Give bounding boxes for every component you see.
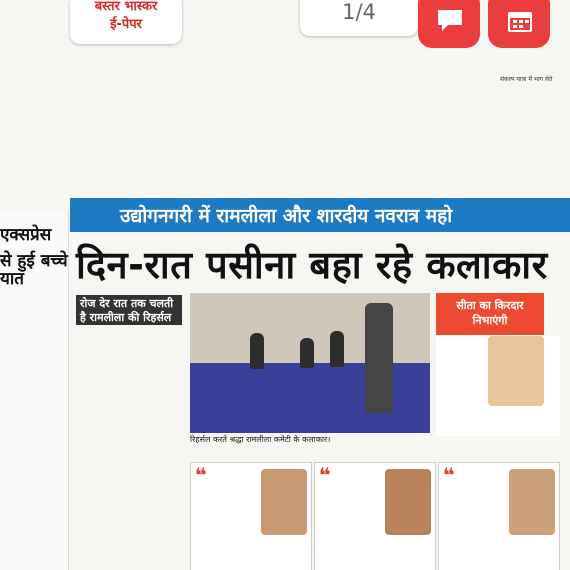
banner-text: उद्योगनगरी में रामलीला और शारदीय नवरात्र महो xyxy=(120,205,453,227)
quote-icon: ❝ xyxy=(195,463,207,487)
sita-title-line: सीता का किरदार xyxy=(456,299,524,312)
section-banner xyxy=(70,198,570,232)
quote-icon: ❝ xyxy=(319,463,331,487)
photo-floor xyxy=(190,363,430,433)
sita-title-card xyxy=(436,293,544,335)
article-column xyxy=(74,54,184,204)
logo-title: बस्तर भास्कर xyxy=(94,0,158,14)
quote-icon: ❝ xyxy=(443,463,455,487)
page-indicator: 1/4 xyxy=(342,0,376,24)
quote-box xyxy=(438,462,560,570)
sita-title-line: निभाएंगी xyxy=(472,314,508,327)
audience-figure xyxy=(300,338,314,368)
article-column xyxy=(306,54,436,204)
audience-figure xyxy=(330,331,344,367)
epaper-logo[interactable] xyxy=(70,0,182,44)
left-headline: से हुई बच्चे xyxy=(0,251,68,271)
calendar-button[interactable] xyxy=(488,0,550,48)
page-headline: दिन-रात पसीना बहा रहे कलाकार xyxy=(76,243,548,287)
article-column xyxy=(76,328,184,570)
audience-figure xyxy=(250,333,264,369)
actor-photo xyxy=(385,469,431,535)
actor-photo xyxy=(488,336,544,406)
calendar-icon xyxy=(506,8,534,34)
top-right-caption: संकल्प यात्रा में भाग लेते xyxy=(500,76,553,83)
article-column xyxy=(0,54,68,204)
left-headline: यात xyxy=(0,269,24,289)
subheadline: रोज देर रात तक चलती है रामलीला की रिहर्सल xyxy=(76,295,182,325)
performer-figure xyxy=(365,303,393,413)
actor-photo xyxy=(261,469,307,535)
rehearsal-photo xyxy=(190,293,430,433)
actor-photo xyxy=(509,469,555,535)
quote-box xyxy=(314,462,436,570)
page-indicator-card xyxy=(300,0,418,36)
logo-subtitle: ई-पेपर xyxy=(110,17,142,32)
article-column xyxy=(190,54,300,204)
left-headline: एक्सप्रेस xyxy=(0,225,52,245)
chat-bubble-icon xyxy=(436,8,464,34)
quote-box xyxy=(190,462,312,570)
photo-caption: रिहर्सल करते श्रद्धा रामलीला कमेटी के कलाकार। xyxy=(190,435,331,444)
app-topbar xyxy=(0,0,570,60)
chat-button[interactable] xyxy=(418,0,480,48)
